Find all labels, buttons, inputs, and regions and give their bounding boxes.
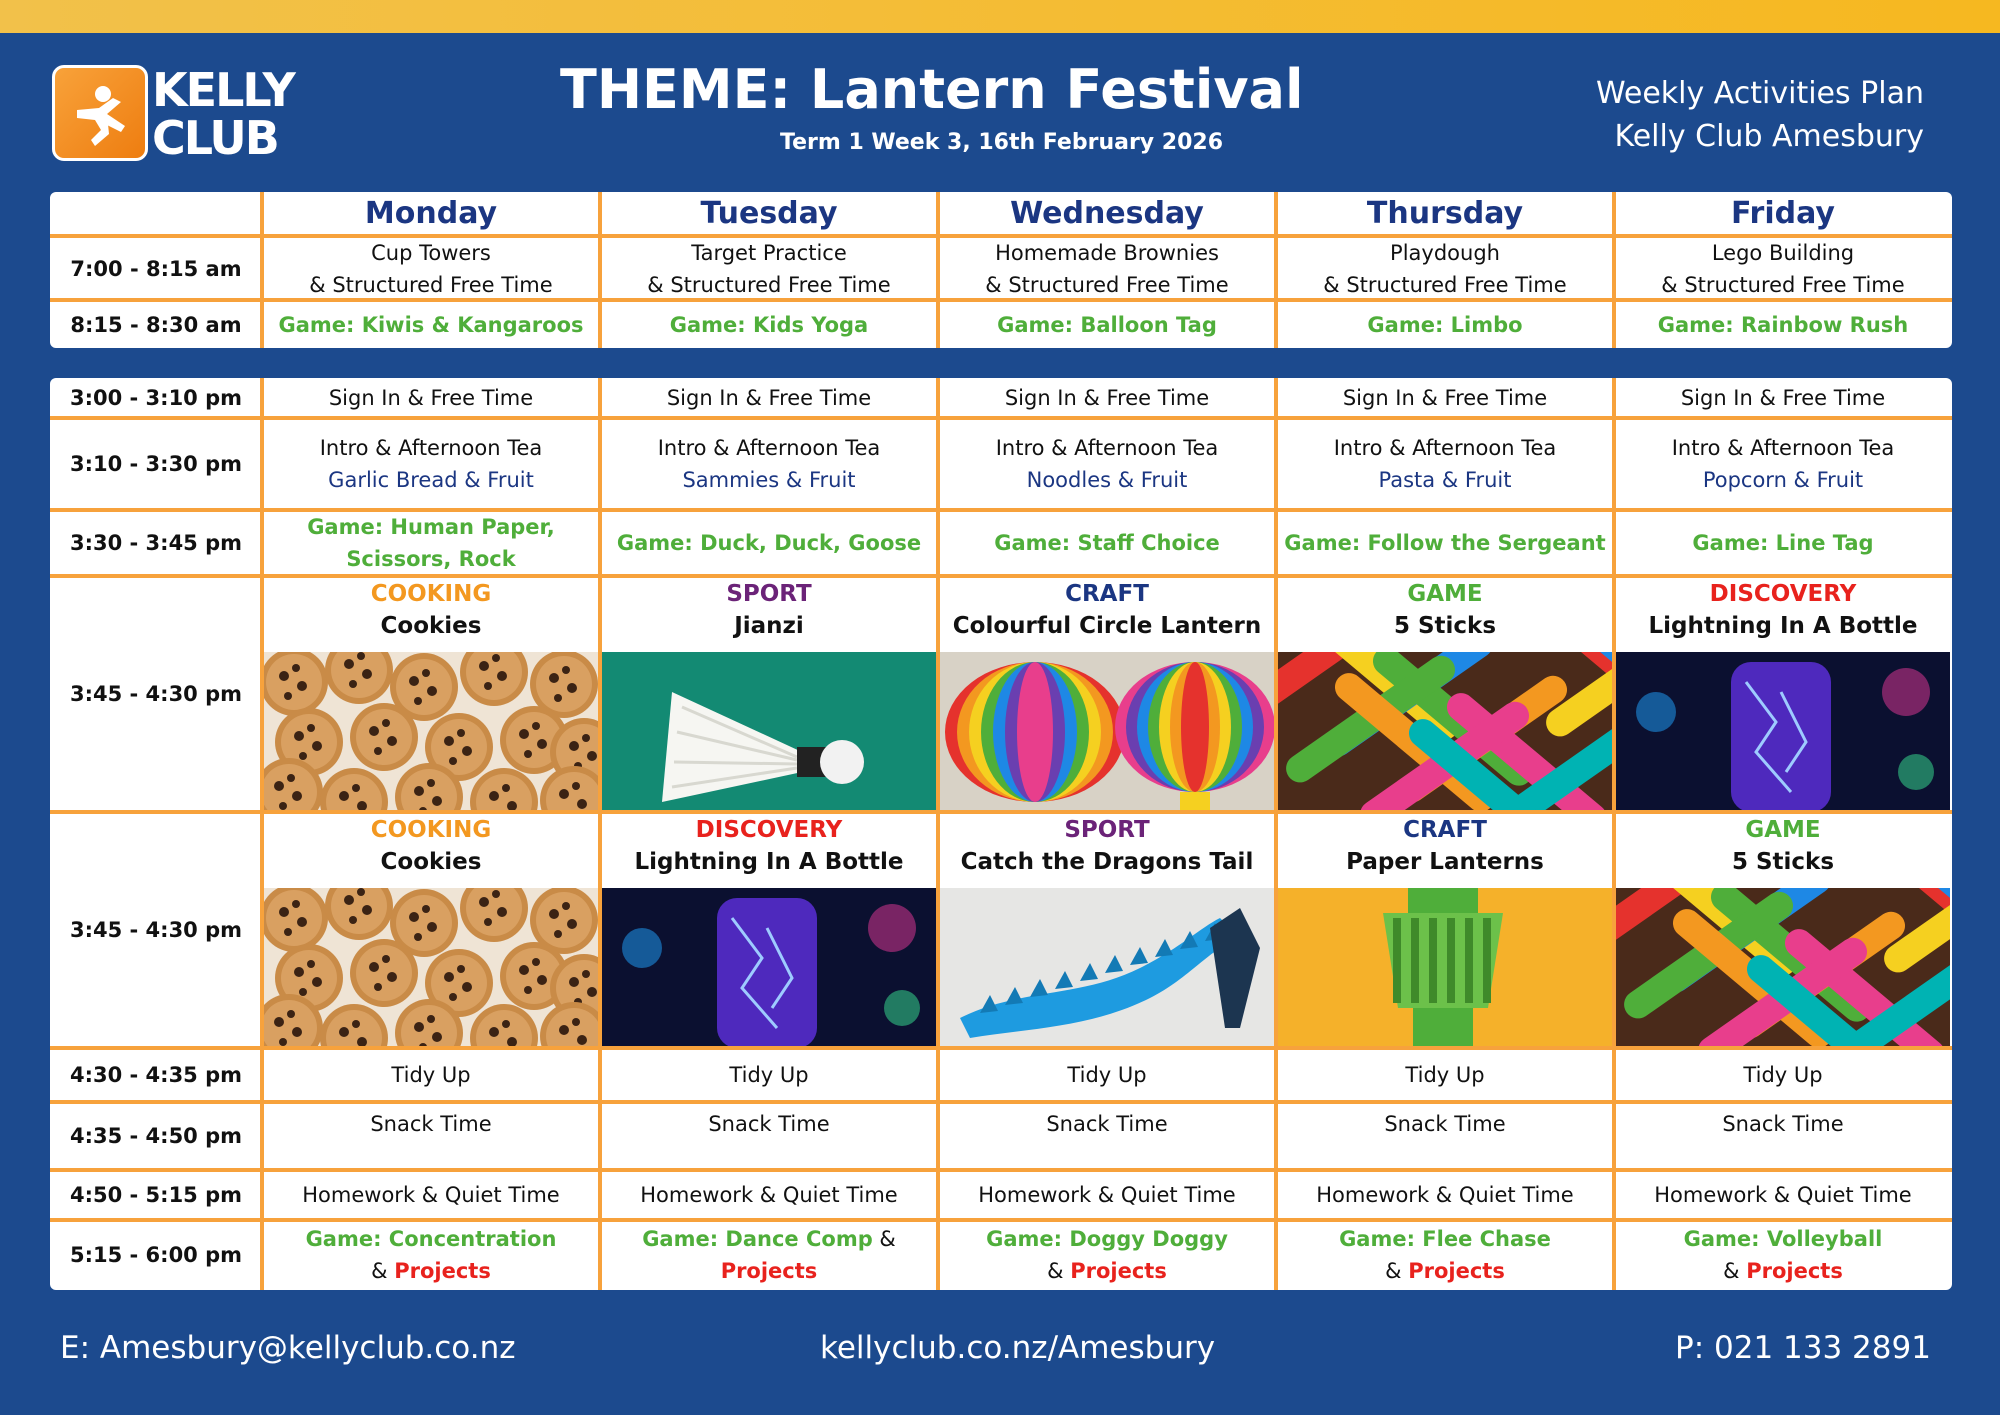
schedule-cell-monday	[262, 1102, 600, 1170]
feature-activity-row	[50, 812, 1952, 1048]
schedule-cell-friday	[1614, 1102, 1952, 1170]
final-line	[1385, 1255, 1505, 1287]
schedule-cell-friday	[1614, 1170, 1952, 1220]
game-text: Game: Limbo	[1367, 312, 1523, 337]
activity-text: Homework & Quiet Time	[1654, 1183, 1912, 1207]
activity-text: Homework & Quiet Time	[302, 1183, 560, 1207]
game-text: Game: Balloon Tag	[997, 312, 1217, 337]
activity-title: Catch the Dragons Tail	[960, 849, 1254, 875]
time-cell	[50, 812, 262, 1048]
game-text: Game: Human Paper,	[307, 515, 555, 539]
activity-title: Jianzi	[734, 613, 804, 639]
game-text: Game: Duck, Duck, Goose	[616, 531, 922, 555]
activity-category: COOKING	[370, 817, 492, 843]
day-header-friday	[1614, 192, 1952, 236]
food-text: Garlic Bread & Fruit	[328, 468, 534, 492]
activity-image-bottle	[1616, 652, 1950, 810]
schedule-cell-friday	[1614, 812, 1952, 1048]
schedule-cell-wednesday	[938, 236, 1276, 301]
time-label: 4:30 - 4:35 pm	[69, 1063, 243, 1087]
activity-category: COOKING	[370, 581, 492, 607]
activity-text: Snack Time	[708, 1112, 830, 1136]
schedule-cell-wednesday	[938, 576, 1276, 812]
schedule-cell-tuesday	[600, 1220, 938, 1290]
day-header-label: Tuesday	[700, 196, 838, 231]
day-header-thursday	[1276, 192, 1614, 236]
time-label: 7:00 - 8:15 am	[70, 256, 242, 281]
game-text: Game: Volleyball	[1683, 1227, 1883, 1251]
time-cell	[50, 418, 262, 510]
schedule-cell-monday	[262, 418, 600, 510]
activity-text: & Structured Free Time	[1323, 272, 1567, 297]
activity-text: Intro & Afternoon Tea	[995, 436, 1219, 460]
time-cell	[50, 1102, 262, 1170]
schedule-cell-friday	[1614, 1048, 1952, 1102]
time-cell	[50, 1048, 262, 1102]
activity-category: DISCOVERY	[1709, 581, 1857, 607]
schedule-cell-thursday	[1276, 1220, 1614, 1290]
activity-text: & Structured Free Time	[309, 272, 553, 297]
activity-text: Sign In & Free Time	[1004, 386, 1210, 410]
activity-text: & Structured Free Time	[985, 272, 1229, 297]
schedule-cell-friday	[1614, 418, 1952, 510]
time-label: 3:30 - 3:45 pm	[69, 531, 243, 555]
game-row	[50, 510, 1952, 576]
amp-text: &	[1723, 1259, 1747, 1283]
activity-text: Snack Time	[370, 1112, 492, 1136]
time-label: 3:45 - 4:30 pm	[69, 918, 243, 942]
schedule-cell-tuesday	[600, 236, 938, 301]
afternoon-tea-row	[50, 418, 1952, 510]
grid-divider	[598, 192, 602, 348]
activity-title: 5 Sticks	[1393, 613, 1497, 639]
schedule-cell-friday	[1614, 576, 1952, 812]
food-text: Popcorn & Fruit	[1702, 468, 1864, 492]
schedule-cell-tuesday	[600, 378, 938, 418]
time-label: 4:35 - 4:50 pm	[69, 1124, 243, 1148]
activity-image-bottle	[602, 888, 936, 1046]
game-text: Game: Line Tag	[1692, 531, 1874, 555]
schedule-cell-thursday	[1276, 1102, 1614, 1170]
schedule-cell-wednesday	[938, 1048, 1276, 1102]
activity-text: Intro & Afternoon Tea	[657, 436, 881, 460]
schedule-cell-tuesday	[600, 1102, 938, 1170]
afternoon-schedule-table	[50, 378, 1952, 1290]
activity-text: Intro & Afternoon Tea	[1671, 436, 1895, 460]
activity-text: Playdough	[1390, 240, 1500, 265]
schedule-cell-tuesday	[600, 576, 938, 812]
activity-image-sticks	[1616, 888, 1950, 1046]
activity-category: GAME	[1745, 817, 1821, 843]
schedule-cell-thursday	[1276, 378, 1614, 418]
morning-schedule-table	[50, 192, 1952, 348]
activity-title: Lightning In A Bottle	[1648, 613, 1918, 639]
time-label: 4:50 - 5:15 pm	[69, 1183, 243, 1207]
time-cell	[50, 1220, 262, 1290]
activity-text: Sign In & Free Time	[328, 386, 534, 410]
snack-row	[50, 1102, 1952, 1170]
activity-text: Cup Towers	[371, 240, 491, 265]
signin-row	[50, 378, 1952, 418]
game-text: Game: Concentration	[305, 1227, 557, 1251]
time-label: 3:10 - 3:30 pm	[69, 452, 243, 476]
activity-title: Paper Lanterns	[1346, 849, 1544, 875]
game-text: Game: Dance Comp	[642, 1227, 873, 1251]
activity-text: Tidy Up	[1067, 1063, 1147, 1087]
page-title: THEME: Lantern Festival	[560, 58, 1304, 121]
final-line	[642, 1223, 896, 1255]
schedule-cell-monday	[262, 812, 600, 1048]
final-line	[371, 1255, 491, 1287]
grid-divider	[1612, 378, 1616, 1290]
schedule-cell-monday	[262, 236, 600, 301]
game-text: Game: Kiwis & Kangaroos	[278, 312, 584, 337]
activity-text: Intro & Afternoon Tea	[1333, 436, 1557, 460]
schedule-cell-tuesday	[600, 812, 938, 1048]
grid-divider	[260, 378, 264, 1290]
game-text: Game: Rainbow Rush	[1657, 312, 1909, 337]
schedule-cell-friday	[1614, 378, 1952, 418]
activity-text: Tidy Up	[391, 1063, 471, 1087]
final-row	[50, 1220, 1952, 1290]
projects-text: Projects	[1746, 1259, 1843, 1283]
schedule-cell-thursday	[1276, 1048, 1614, 1102]
time-cell	[50, 378, 262, 418]
time-cell	[50, 301, 262, 348]
activity-image-dragon	[940, 888, 1274, 1046]
time-cell	[50, 576, 262, 812]
schedule-cell-monday	[262, 1220, 600, 1290]
grid-divider	[50, 234, 1952, 238]
activity-text: Sign In & Free Time	[1680, 386, 1886, 410]
time-label: 3:45 - 4:30 pm	[69, 682, 243, 706]
schedule-cell-wednesday	[938, 510, 1276, 576]
page-subtitle: Term 1 Week 3, 16th February 2026	[780, 130, 1224, 155]
homework-row	[50, 1170, 1952, 1220]
schedule-cell-tuesday	[600, 418, 938, 510]
grid-divider	[50, 298, 1952, 302]
activity-title: Cookies	[380, 613, 482, 639]
projects-text: Projects	[720, 1259, 818, 1283]
activity-title: Colourful Circle Lantern	[952, 613, 1262, 639]
day-header-monday	[262, 192, 600, 236]
activity-category: CRAFT	[1065, 581, 1149, 607]
day-header-label: Wednesday	[1010, 196, 1204, 231]
schedule-cell-tuesday	[600, 510, 938, 576]
schedule-cell-thursday	[1276, 301, 1614, 348]
activity-text: Snack Time	[1384, 1112, 1506, 1136]
activity-title: Lightning In A Bottle	[634, 849, 904, 875]
activity-category: GAME	[1407, 581, 1483, 607]
activity-category: CRAFT	[1403, 817, 1487, 843]
food-text: Noodles & Fruit	[1026, 468, 1188, 492]
activity-text: Tidy Up	[1405, 1063, 1485, 1087]
amp-text: &	[1047, 1259, 1071, 1283]
footer-phone: P: 021 133 2891	[1675, 1330, 1931, 1366]
feature-activity-row	[50, 576, 1952, 812]
schedule-cell-thursday	[1276, 1170, 1614, 1220]
footer-website[interactable]: kellyclub.co.nz/Amesbury	[820, 1330, 1216, 1366]
schedule-cell-monday	[262, 510, 600, 576]
schedule-cell-wednesday	[938, 418, 1276, 510]
schedule-cell-thursday	[1276, 510, 1614, 576]
schedule-cell-monday	[262, 576, 600, 812]
schedule-cell-thursday	[1276, 576, 1614, 812]
projects-text: Projects	[1070, 1259, 1167, 1283]
time-label: 3:00 - 3:10 pm	[69, 386, 243, 410]
schedule-cell-monday	[262, 301, 600, 348]
activity-text: & Structured Free Time	[1661, 272, 1905, 297]
activity-text: Homework & Quiet Time	[1316, 1183, 1574, 1207]
schedule-cell-wednesday	[938, 812, 1276, 1048]
schedule-row	[50, 236, 1952, 301]
top-accent-bar	[0, 0, 2000, 33]
schedule-cell-monday	[262, 1048, 600, 1102]
time-label: 8:15 - 8:30 am	[70, 312, 242, 337]
day-header-label: Thursday	[1366, 196, 1524, 231]
plan-line-2: Kelly Club Amesbury	[1614, 119, 1924, 154]
logo-word-kelly: KELLY	[152, 63, 294, 117]
activity-title: Cookies	[380, 849, 482, 875]
final-line	[1723, 1255, 1843, 1287]
activity-text: Target Practice	[691, 240, 847, 265]
game-text: Scissors, Rock	[346, 547, 516, 571]
activity-image-paperlantern	[1278, 888, 1612, 1046]
game-text: Game: Kids Yoga	[669, 312, 869, 337]
schedule-cell-wednesday	[938, 301, 1276, 348]
schedule-row	[50, 301, 1952, 348]
final-line	[986, 1223, 1228, 1255]
schedule-cell-monday	[262, 1170, 600, 1220]
time-cell	[50, 192, 262, 236]
activity-category: DISCOVERY	[695, 817, 843, 843]
projects-text: Projects	[1408, 1259, 1505, 1283]
grid-divider	[1612, 192, 1616, 348]
activity-text: & Structured Free Time	[647, 272, 891, 297]
game-text: Game: Doggy Doggy	[986, 1227, 1228, 1251]
schedule-cell-friday	[1614, 301, 1952, 348]
plan-label	[1596, 72, 1924, 158]
activity-text: Sign In & Free Time	[666, 386, 872, 410]
schedule-cell-friday	[1614, 510, 1952, 576]
activity-image-shuttlecock	[602, 652, 936, 810]
time-label: 5:15 - 6:00 pm	[69, 1243, 243, 1267]
amp-text: &	[872, 1227, 896, 1251]
grid-divider	[1274, 192, 1278, 348]
schedule-cell-tuesday	[600, 1048, 938, 1102]
schedule-cell-wednesday	[938, 1102, 1276, 1170]
final-line	[306, 1223, 557, 1255]
schedule-cell-wednesday	[938, 378, 1276, 418]
activity-text: Sign In & Free Time	[1342, 386, 1548, 410]
logo-figure-icon	[52, 65, 148, 161]
day-header-label: Friday	[1730, 196, 1835, 231]
schedule-cell-wednesday	[938, 1220, 1276, 1290]
final-line	[1684, 1223, 1883, 1255]
grid-divider	[598, 378, 602, 1290]
food-text: Pasta & Fruit	[1378, 468, 1512, 492]
day-header-tuesday	[600, 192, 938, 236]
day-header-label: Monday	[364, 196, 498, 231]
grid-divider	[260, 192, 264, 348]
grid-divider	[1274, 378, 1278, 1290]
schedule-cell-tuesday	[600, 1170, 938, 1220]
activity-text: Tidy Up	[729, 1063, 809, 1087]
activity-image-cookies	[264, 652, 598, 810]
activity-title: 5 Sticks	[1731, 849, 1835, 875]
footer-email[interactable]: E: Amesbury@kellyclub.co.nz	[60, 1330, 516, 1366]
time-cell	[50, 510, 262, 576]
activity-text: Lego Building	[1711, 240, 1855, 265]
schedule-cell-tuesday	[600, 301, 938, 348]
activity-image-sticks	[1278, 652, 1612, 810]
schedule-cell-friday	[1614, 1220, 1952, 1290]
activity-text: Tidy Up	[1743, 1063, 1823, 1087]
schedule-cell-thursday	[1276, 812, 1614, 1048]
schedule-cell-thursday	[1276, 418, 1614, 510]
plan-line-1: Weekly Activities Plan	[1595, 76, 1924, 111]
final-line	[1339, 1223, 1551, 1255]
activity-text: Homework & Quiet Time	[640, 1183, 898, 1207]
activity-category: SPORT	[726, 581, 812, 607]
game-text: Game: Flee Chase	[1339, 1227, 1551, 1251]
grid-divider	[936, 378, 940, 1290]
grid-divider	[936, 192, 940, 348]
activity-image-lanterns	[940, 652, 1274, 810]
game-text: Game: Follow the Sergeant	[1284, 531, 1606, 555]
final-line	[721, 1255, 818, 1287]
activity-text: Snack Time	[1722, 1112, 1844, 1136]
projects-text: Projects	[394, 1259, 491, 1283]
schedule-cell-wednesday	[938, 1170, 1276, 1220]
tidy-row	[50, 1048, 1952, 1102]
activity-image-cookies	[264, 888, 598, 1046]
time-cell	[50, 1170, 262, 1220]
schedule-cell-monday	[262, 378, 600, 418]
day-header-row	[50, 192, 1952, 236]
final-line	[1047, 1255, 1167, 1287]
activity-text: Intro & Afternoon Tea	[319, 436, 543, 460]
time-cell	[50, 236, 262, 301]
day-header-wednesday	[938, 192, 1276, 236]
schedule-cell-thursday	[1276, 236, 1614, 301]
activity-category: SPORT	[1064, 817, 1150, 843]
amp-text: &	[371, 1259, 395, 1283]
game-text: Game: Staff Choice	[994, 531, 1220, 555]
kelly-club-logo	[52, 63, 314, 165]
amp-text: &	[1385, 1259, 1409, 1283]
food-text: Sammies & Fruit	[682, 468, 856, 492]
activity-text: Snack Time	[1046, 1112, 1168, 1136]
activity-text: Homemade Brownies	[995, 240, 1219, 265]
schedule-cell-friday	[1614, 236, 1952, 301]
activity-text: Homework & Quiet Time	[978, 1183, 1236, 1207]
logo-word-club: CLUB	[152, 111, 278, 165]
